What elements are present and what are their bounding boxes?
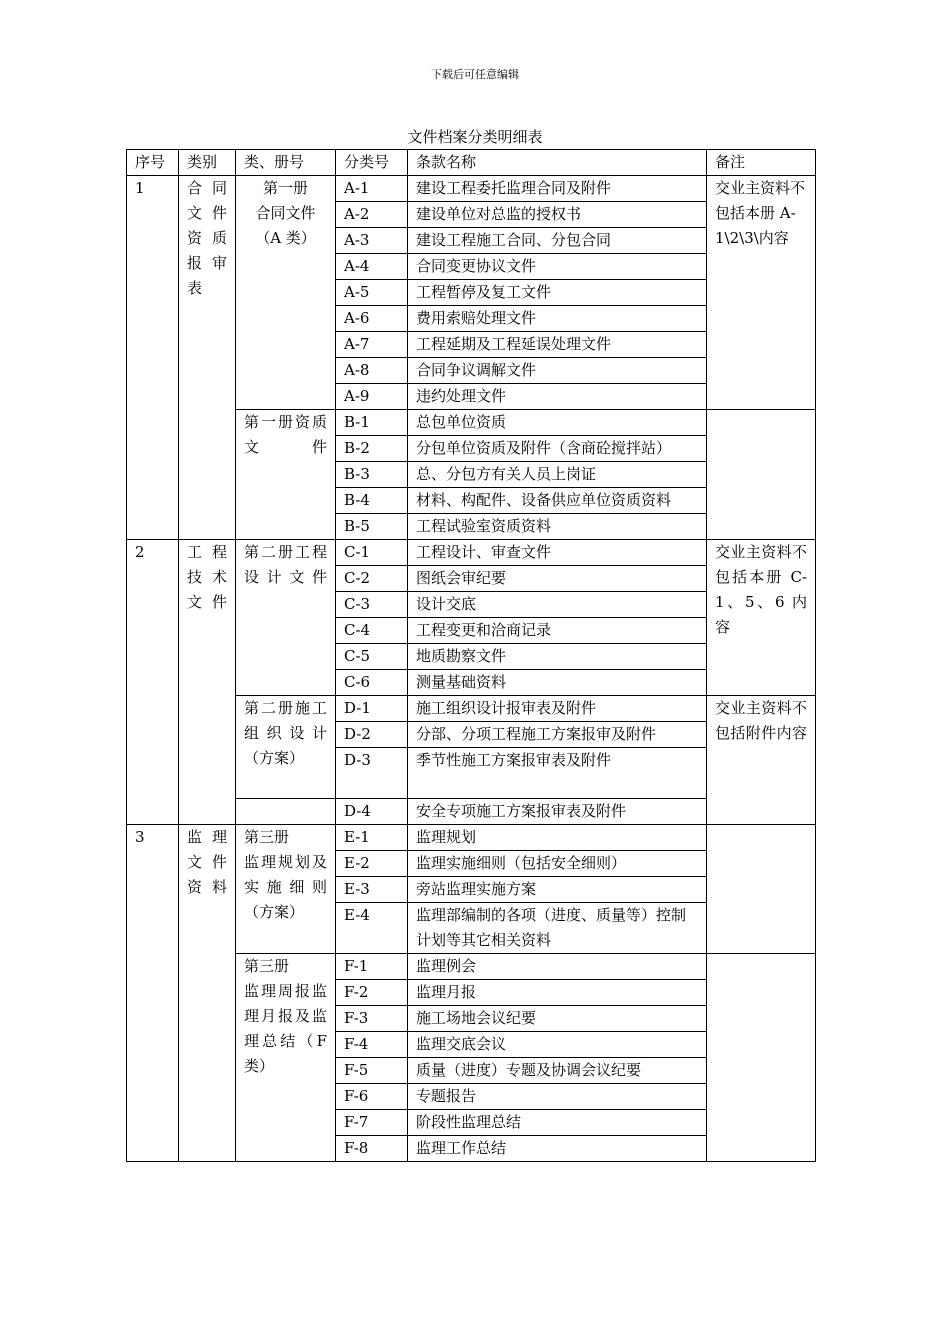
volume-cell (236, 825, 336, 954)
item-name-cell: 施工组织设计报审表及附件 (408, 696, 707, 722)
volume-cell: 第一册 合同文件 （A 类） (236, 176, 336, 410)
table-row (127, 176, 816, 202)
table-header-row (127, 150, 816, 176)
code-cell: C-4 (336, 618, 408, 644)
code-cell: F-3 (336, 1006, 408, 1032)
table-title: 文件档案分类明细表 (407, 128, 543, 146)
col-header-category: 类别 (179, 150, 236, 176)
item-name-cell: 旁站监理实施方案 (408, 877, 707, 903)
item-name-cell: 季节性施工方案报审表及附件 (408, 748, 707, 799)
code-cell: A-8 (336, 358, 408, 384)
item-name-cell: 阶段性监理总结 (408, 1110, 707, 1136)
item-name-cell: 分包单位资质及附件（含商砼搅拌站） (408, 436, 707, 462)
item-name-cell: 建设工程委托监理合同及附件 (408, 176, 707, 202)
item-name-cell: 测量基础资料 (408, 670, 707, 696)
col-header-item-name: 条款名称 (408, 150, 707, 176)
item-name-cell: 监理工作总结 (408, 1136, 707, 1162)
code-cell: F-6 (336, 1084, 408, 1110)
code-cell: A-2 (336, 202, 408, 228)
code-cell: C-1 (336, 540, 408, 566)
code-cell: A-9 (336, 384, 408, 410)
item-name-cell: 合同争议调解文件 (408, 358, 707, 384)
seq-cell: 2 (127, 540, 179, 825)
category-cell: 合同文件资质报审表 (179, 176, 236, 540)
code-cell: A-6 (336, 306, 408, 332)
code-cell: E-3 (336, 877, 408, 903)
category-cell: 监理文件资料 (179, 825, 236, 1162)
item-name-cell: 工程试验室资质资料 (408, 514, 707, 540)
item-name-cell: 监理规划 (408, 825, 707, 851)
item-name-cell: 设计交底 (408, 592, 707, 618)
item-name-cell: 地质勘察文件 (408, 644, 707, 670)
code-cell: B-5 (336, 514, 408, 540)
classification-table (126, 149, 816, 1162)
seq-cell: 1 (127, 176, 179, 540)
volume-cell-text: 第三册 监理规划及实施细则（方案） (244, 828, 327, 921)
code-cell: A-3 (336, 228, 408, 254)
item-name-cell: 材料、构配件、设备供应单位资质资料 (408, 488, 707, 514)
code-cell: C-3 (336, 592, 408, 618)
item-name-cell: 总、分包方有关人员上岗证 (408, 462, 707, 488)
item-name-cell: 工程延期及工程延误处理文件 (408, 332, 707, 358)
item-name-cell: 监理例会 (408, 954, 707, 980)
remark-cell: 交业主资料不包括本册 A-1\2\3\内容 (707, 176, 816, 410)
remark-cell (707, 825, 816, 954)
code-cell: F-7 (336, 1110, 408, 1136)
item-name-cell: 安全专项施工方案报审表及附件 (408, 799, 707, 825)
item-name-cell: 建设单位对总监的授权书 (408, 202, 707, 228)
code-cell: F-1 (336, 954, 408, 980)
code-cell: D-4 (336, 799, 408, 825)
item-name-cell: 专题报告 (408, 1084, 707, 1110)
code-cell: B-3 (336, 462, 408, 488)
item-name-cell: 监理部编制的各项（进度、质量等）控制计划等其它相关资料 (408, 903, 707, 954)
item-name-cell: 工程设计、审查文件 (408, 540, 707, 566)
item-name-cell: 合同变更协议文件 (408, 254, 707, 280)
item-name-cell: 总包单位资质 (408, 410, 707, 436)
code-cell: B-4 (336, 488, 408, 514)
seq-cell: 3 (127, 825, 179, 1162)
code-cell: B-2 (336, 436, 408, 462)
code-cell: F-2 (336, 980, 408, 1006)
code-cell: F-8 (336, 1136, 408, 1162)
item-name-cell: 监理月报 (408, 980, 707, 1006)
item-name-cell: 图纸会审纪要 (408, 566, 707, 592)
item-name-cell: 建设工程施工合同、分包合同 (408, 228, 707, 254)
code-cell: D-3 (336, 748, 408, 799)
code-cell: E-1 (336, 825, 408, 851)
code-cell: A-7 (336, 332, 408, 358)
code-cell: A-4 (336, 254, 408, 280)
remark-cell (707, 954, 816, 1162)
volume-cell: 第二册工程设计文件 (236, 540, 336, 696)
code-cell: B-1 (336, 410, 408, 436)
page-header: 下载后可任意编辑 (431, 68, 519, 81)
col-header-code: 分类号 (336, 150, 408, 176)
code-cell: F-5 (336, 1058, 408, 1084)
code-cell: E-4 (336, 903, 408, 954)
table-row (127, 825, 816, 851)
code-cell: F-4 (336, 1032, 408, 1058)
remark-cell (707, 410, 816, 540)
volume-cell: 第三册 监理周报监理月报及监理总结（F 类） (236, 954, 336, 1162)
remark-cell: 交业主资料不包括附件内容 (707, 696, 816, 825)
code-cell: C-6 (336, 670, 408, 696)
code-cell: A-1 (336, 176, 408, 202)
volume-cell: 第一册资质文件 (236, 410, 336, 540)
item-name-cell: 质量（进度）专题及协调会议纪要 (408, 1058, 707, 1084)
col-header-seq: 序号 (127, 150, 179, 176)
table-row (127, 540, 816, 566)
item-name-cell: 工程暂停及复工文件 (408, 280, 707, 306)
volume-cell-empty (236, 799, 336, 825)
code-cell: C-5 (336, 644, 408, 670)
volume-cell: 第二册施工组织设计（方案） (236, 696, 336, 799)
item-name-cell: 违约处理文件 (408, 384, 707, 410)
col-header-remark: 备注 (707, 150, 816, 176)
code-cell: A-5 (336, 280, 408, 306)
item-name-cell: 施工场地会议纪要 (408, 1006, 707, 1032)
remark-cell: 交业主资料不包括本册 C-1、5、6 内容 (707, 540, 816, 696)
item-name-cell: 监理交底会议 (408, 1032, 707, 1058)
code-cell: E-2 (336, 851, 408, 877)
code-cell: D-2 (336, 722, 408, 748)
item-name-cell: 监理实施细则（包括安全细则） (408, 851, 707, 877)
item-name-cell: 费用索赔处理文件 (408, 306, 707, 332)
col-header-volume: 类、册号 (236, 150, 336, 176)
item-name-cell: 工程变更和洽商记录 (408, 618, 707, 644)
code-cell: C-2 (336, 566, 408, 592)
code-cell: D-1 (336, 696, 408, 722)
item-name-cell: 分部、分项工程施工方案报审及附件 (408, 722, 707, 748)
category-cell: 工程技术文件 (179, 540, 236, 825)
